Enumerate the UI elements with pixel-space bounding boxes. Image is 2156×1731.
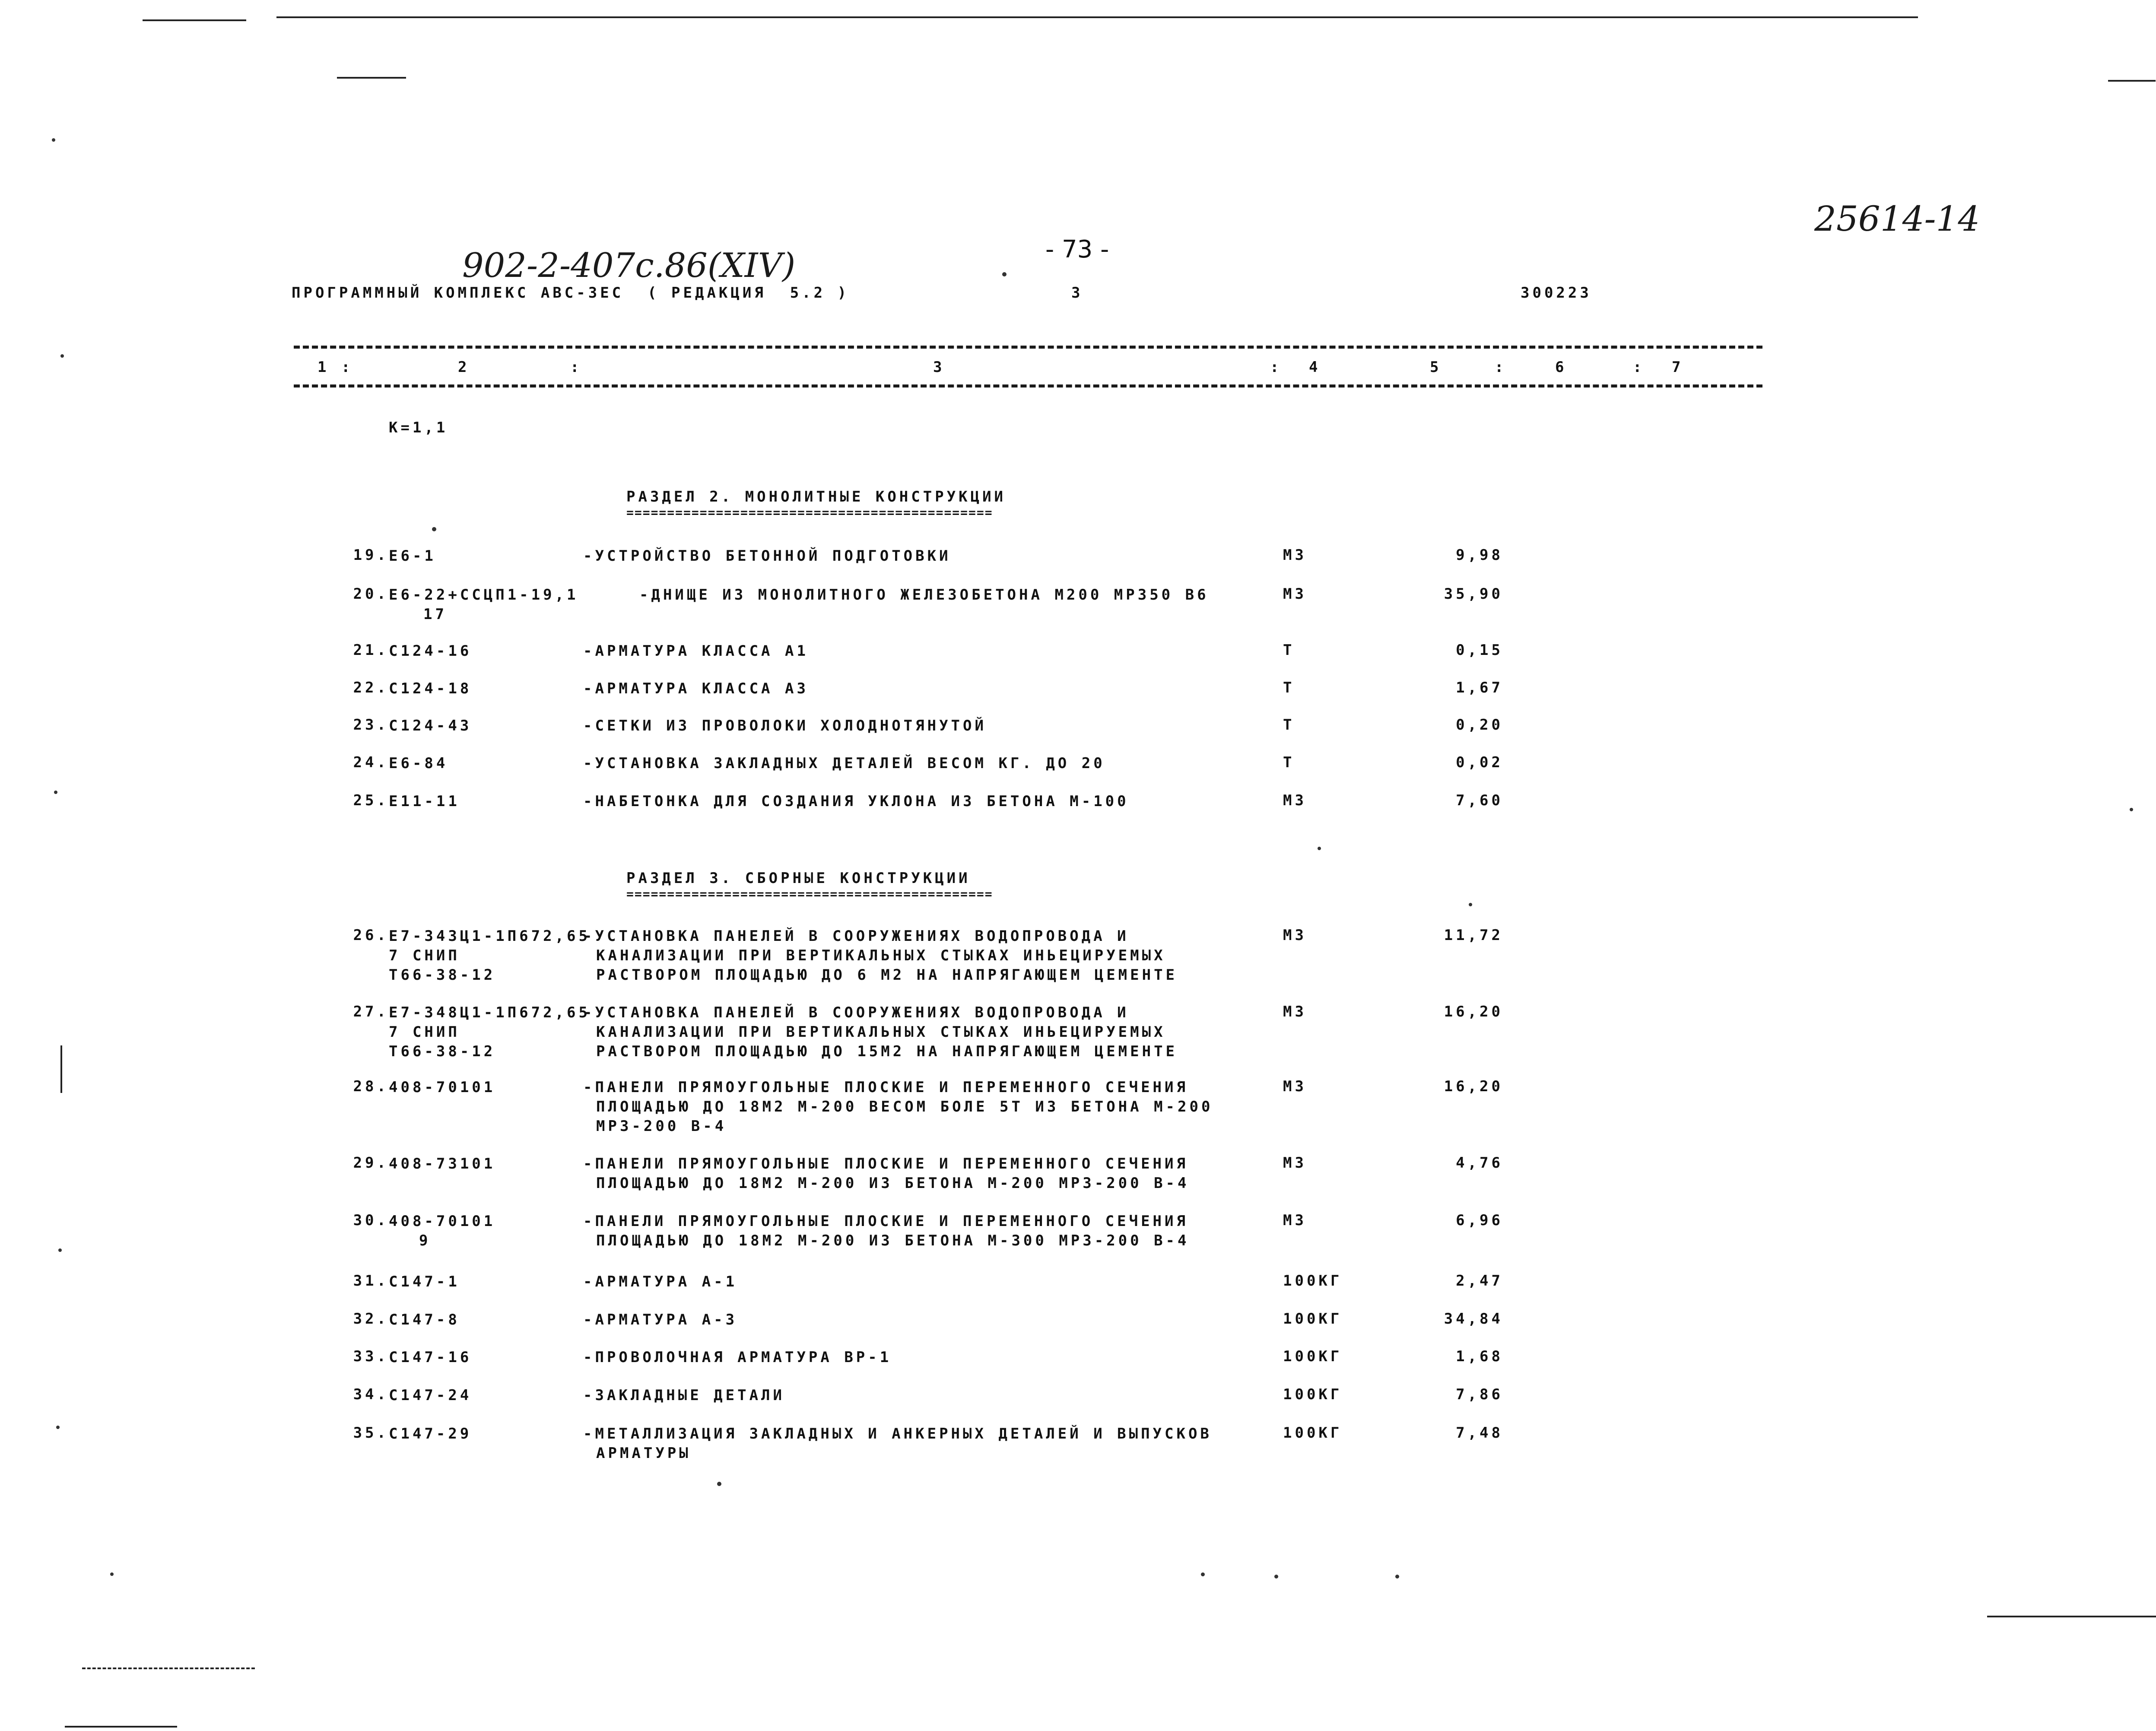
row-number: 34. <box>353 1386 389 1403</box>
top-edge-rule <box>276 16 1918 18</box>
top-left-edge-rule <box>143 19 246 21</box>
scan-speck <box>110 1572 114 1576</box>
row-number: 21. <box>353 642 389 659</box>
row-code: 408-73101 <box>389 1155 496 1172</box>
row-code: Е11-11 <box>389 793 460 810</box>
col-4: 4 <box>1309 359 1321 376</box>
row-description: -УСТРОЙСТВО БЕТОННОЙ ПОДГОТОВКИ <box>583 547 951 565</box>
section-2-title <box>626 488 1006 520</box>
sheet-number: 3 <box>1071 284 1083 302</box>
row-value: 11,72 <box>1444 927 1503 944</box>
row-unit: М3 <box>1283 1003 1307 1020</box>
row-description: -СЕТКИ ИЗ ПРОВОЛОКИ ХОЛОДНОТЯНУТОЙ <box>583 717 987 734</box>
row-code: Е7-34ЗЦ1-1П672,65 7 СНИП Т66-38-12 <box>389 927 591 984</box>
col-sep: : <box>341 359 353 376</box>
row-number: 29. <box>353 1154 389 1172</box>
row-unit: Т <box>1283 754 1295 771</box>
scan-speck <box>1395 1575 1399 1579</box>
row-value: 2,47 <box>1456 1272 1503 1290</box>
row-unit: М3 <box>1283 927 1307 944</box>
col-3: 3 <box>933 359 945 376</box>
col-1: 1 <box>318 359 330 376</box>
scan-speck <box>1469 903 1472 906</box>
row-description: -УСТАНОВКА ПАНЕЛЕЙ В СООРУЖЕНИЯХ ВОДОПРОВОДА И КАНАЛИЗАЦИИ ПРИ ВЕРТИКАЛЬНЫХ СТЫКАХ ИНЬЕЦИРУЕМЫХ РАСТВОРОМ ПЛОЩАДЬЮ ДО 6 М2 НА НАПРЯГАЮЩЕМ ЦЕМЕНТЕ <box>583 927 1178 984</box>
row-unit: 100КГ <box>1283 1272 1343 1290</box>
row-code: С124-43 <box>389 717 472 734</box>
row-unit: Т <box>1283 642 1295 659</box>
scan-speck <box>52 138 55 142</box>
left-margin-mark <box>60 1045 62 1093</box>
top-right-edge-mark <box>2108 80 2156 82</box>
scan-speck <box>1201 1572 1205 1576</box>
row-code: С147-8 <box>389 1311 460 1328</box>
section-underline: ============================================= <box>626 887 993 901</box>
row-description: -УСТАНОВКА ЗАКЛАДНЫХ ДЕТАЛЕЙ ВЕСОМ КГ. ДО 20 <box>583 755 1105 772</box>
scan-speck <box>54 791 57 794</box>
section-underline: ============================================= <box>626 505 993 520</box>
row-value: 16,20 <box>1444 1003 1503 1020</box>
coefficient: К=1,1 <box>389 419 448 436</box>
row-code: С147-16 <box>389 1349 472 1366</box>
row-number: 35. <box>353 1424 389 1442</box>
scan-speck <box>56 1426 60 1429</box>
section-3-title <box>626 870 993 901</box>
corner-number: 25614-14 <box>1814 199 1980 239</box>
handwritten-code: 902-2-407c.86(XIV) <box>462 246 796 285</box>
row-unit: 100КГ <box>1283 1310 1343 1328</box>
row-description: -ПАНЕЛИ ПРЯМОУГОЛЬНЫЕ ПЛОСКИЕ И ПЕРЕМЕННОГО СЕЧЕНИЯ ПЛОЩАДЬЮ ДО 18М2 М-200 ВЕСОМ БОЛЕ 5Т ИЗ БЕТОНА М-200 МРЗ-200 В-4 <box>583 1079 1213 1135</box>
row-unit: М3 <box>1283 1078 1307 1095</box>
row-description: -УСТАНОВКА ПАНЕЛЕЙ В СООРУЖЕНИЯХ ВОДОПРОВОДА И КАНАЛИЗАЦИИ ПРИ ВЕРТИКАЛЬНЫХ СТЫКАХ ИНЬЕЦИРУЕМЫХ РАСТВОРОМ ПЛОЩАДЬЮ ДО 15М2 НА НАПРЯГАЮЩЕМ ЦЕМЕНТЕ <box>583 1004 1178 1060</box>
page-number: - 73 - <box>1045 235 1109 264</box>
row-unit: Т <box>1283 679 1295 696</box>
scan-speck <box>717 1482 721 1486</box>
row-number: 32. <box>353 1310 389 1328</box>
row-unit: М3 <box>1283 792 1307 809</box>
row-description: -МЕТАЛЛИЗАЦИЯ ЗАКЛАДНЫХ И АНКЕРНЫХ ДЕТАЛЕЙ И ВЫПУСКОВ АРМАТУРЫ <box>583 1425 1212 1462</box>
row-code: С147-29 <box>389 1425 472 1442</box>
row-number: 19. <box>353 546 389 564</box>
row-unit: М3 <box>1283 585 1307 603</box>
col-5: 5 <box>1430 359 1442 376</box>
row-value: 7,60 <box>1456 792 1503 809</box>
row-unit: 100КГ <box>1283 1386 1343 1403</box>
row-unit: 100КГ <box>1283 1424 1343 1442</box>
scan-speck <box>60 354 64 358</box>
row-number: 25. <box>353 792 389 809</box>
scan-speck <box>58 1248 62 1252</box>
scan-speck <box>1274 1575 1278 1579</box>
row-number: 28. <box>353 1078 389 1095</box>
row-code: 408-70101 9 <box>389 1213 496 1249</box>
row-description: -АРМАТУРА А-1 <box>583 1273 738 1290</box>
row-value: 0,15 <box>1456 642 1503 659</box>
row-description: -ПРОВОЛОЧНАЯ АРМАТУРА ВР-1 <box>583 1349 892 1366</box>
bottom-right-edge-rule <box>1987 1616 2156 1617</box>
row-value: 34,84 <box>1444 1310 1503 1328</box>
row-number: 23. <box>353 716 389 734</box>
row-description: -НАБЕТОНКА ДЛЯ СОЗДАНИЯ УКЛОНА ИЗ БЕТОНА М-100 <box>583 793 1129 810</box>
scan-speck <box>432 527 436 531</box>
col-sep: : <box>1270 359 1282 376</box>
row-value: 0,20 <box>1456 716 1503 734</box>
row-description: -ПАНЕЛИ ПРЯМОУГОЛЬНЫЕ ПЛОСКИЕ И ПЕРЕМЕННОГО СЕЧЕНИЯ ПЛОЩАДЬЮ ДО 18М2 М-200 ИЗ БЕТОНА М-300 МРЗ-200 В-4 <box>583 1213 1190 1249</box>
col-sep: : <box>570 359 582 376</box>
row-value: 0,02 <box>1456 754 1503 771</box>
row-code: Е7-348Ц1-1П672,65 7 СНИП Т66-38-12 <box>389 1004 591 1060</box>
col-6: 6 <box>1555 359 1567 376</box>
row-value: 1,67 <box>1456 679 1503 696</box>
section-title-text: РАЗДЕЛ 2. МОНОЛИТНЫЕ КОНСТРУКЦИИ <box>626 488 1007 505</box>
bottom-left-mark <box>82 1667 255 1669</box>
row-number: 22. <box>353 679 389 696</box>
row-value: 4,76 <box>1456 1154 1503 1172</box>
row-number: 26. <box>353 927 389 944</box>
row-code: С124-18 <box>389 680 472 697</box>
row-description: -ЗАКЛАДНЫЕ ДЕТАЛИ <box>583 1387 785 1404</box>
row-description: -ПАНЕЛИ ПРЯМОУГОЛЬНЫЕ ПЛОСКИЕ И ПЕРЕМЕННОГО СЕЧЕНИЯ ПЛОЩАДЬЮ ДО 18М2 М-200 ИЗ БЕТОНА М-200 МРЗ-200 В-4 <box>583 1155 1190 1192</box>
row-description: -АРМАТУРА КЛАССА А3 <box>583 680 809 697</box>
scan-speck <box>1318 847 1321 850</box>
row-number: 31. <box>353 1272 389 1290</box>
row-number: 20. <box>353 585 389 603</box>
row-value: 1,68 <box>1456 1348 1503 1365</box>
row-code: Е6-84 <box>389 755 448 772</box>
row-value: 7,86 <box>1456 1386 1503 1403</box>
row-unit: Т <box>1283 716 1295 734</box>
row-code: Е6-1 <box>389 547 436 565</box>
row-description: -ДНИЩЕ ИЗ МОНОЛИТНОГО ЖЕЛЕЗОБЕТОНА М200 МРЗ50 В6 <box>639 586 1209 603</box>
row-code: С124-16 <box>389 642 472 660</box>
scan-speck <box>2130 808 2133 811</box>
row-number: 27. <box>353 1003 389 1020</box>
row-code: Е6-22+ССЦП1-19,1 17 <box>389 586 579 623</box>
header-rule-top <box>294 346 1762 349</box>
row-number: 30. <box>353 1212 389 1229</box>
bottom-left-edge-rule <box>65 1726 177 1728</box>
row-unit: М3 <box>1283 1212 1307 1229</box>
row-code: 408-70101 <box>389 1079 496 1096</box>
row-unit: М3 <box>1283 546 1307 564</box>
row-description: -АРМАТУРА А-3 <box>583 1311 738 1328</box>
doc-number: 300223 <box>1521 284 1592 302</box>
col-sep: : <box>1495 359 1507 376</box>
row-unit: М3 <box>1283 1154 1307 1172</box>
section-title-text: РАЗДЕЛ 3. СБОРНЫЕ КОНСТРУКЦИИ <box>626 870 971 887</box>
col-2: 2 <box>458 359 470 376</box>
row-code: С147-24 <box>389 1387 472 1404</box>
program-label: ПРОГРАММНЫЙ КОМПЛЕКС АВС-ЗЕС ( РЕДАКЦИЯ 5.2 ) <box>292 284 850 302</box>
row-code: С147-1 <box>389 1273 460 1290</box>
col-sep: : <box>1633 359 1645 376</box>
row-value: 9,98 <box>1456 546 1503 564</box>
row-value: 35,90 <box>1444 585 1503 603</box>
row-value: 16,20 <box>1444 1078 1503 1095</box>
col-7: 7 <box>1672 359 1684 376</box>
row-number: 24. <box>353 754 389 771</box>
header-rule-bottom <box>294 384 1762 387</box>
row-number: 33. <box>353 1348 389 1365</box>
row-unit: 100КГ <box>1283 1348 1343 1365</box>
row-value: 7,48 <box>1456 1424 1503 1442</box>
scan-speck <box>1002 272 1007 276</box>
row-value: 6,96 <box>1456 1212 1503 1229</box>
row-description: -АРМАТУРА КЛАССА А1 <box>583 642 809 660</box>
upper-left-mark <box>337 77 406 79</box>
